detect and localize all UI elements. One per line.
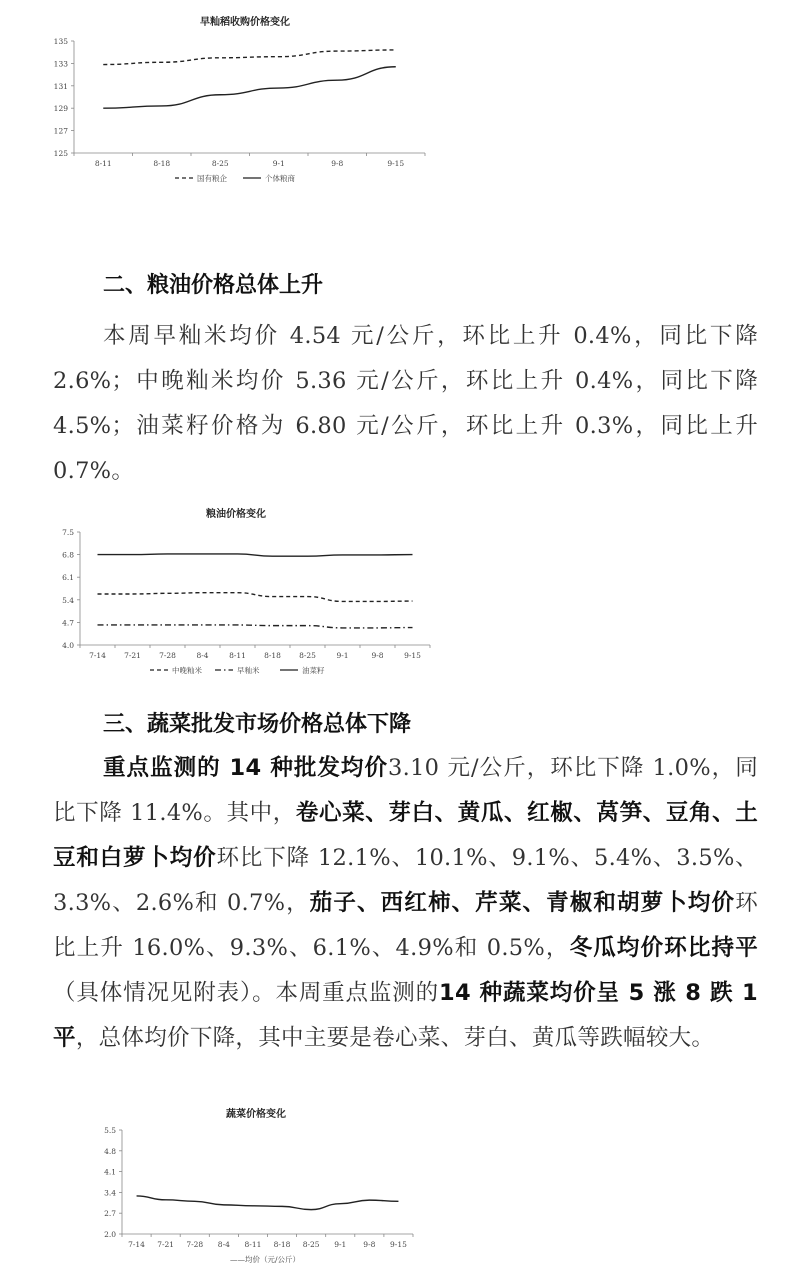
x-tick-label: 7-21 <box>157 1240 175 1249</box>
series-line <box>137 1196 399 1210</box>
series-line <box>98 625 413 628</box>
chart-title: 早籼稻收购价格变化 <box>200 17 290 28</box>
y-tick-label: 2.0 <box>104 1230 116 1239</box>
chart-svg <box>40 500 440 680</box>
series-line <box>98 554 413 556</box>
y-tick-label: 4.8 <box>104 1146 116 1156</box>
x-tick-label: 8-4 <box>217 1240 230 1249</box>
x-tick-label: 7-14 <box>128 1240 145 1249</box>
y-tick-label: 6.8 <box>62 550 74 560</box>
x-tick-label: 8-18 <box>264 651 281 660</box>
text: 环比下降 12.1%、10.1%、9.1%、5.4%、3.5%、3.3%、2.6%和 0.7%， <box>53 845 758 916</box>
section2-paragraph: 本周早籼米均价 4.54 元/公斤，环比上升 0.4%，同比下降 2.6%；中晚籼米均价 5.36 元/公斤，环比上升 0.4%，同比下降 4.5%；油菜籽价格为 6.80 元/公斤，环比上升 0.3%，同比上升 0.7%。 <box>53 323 758 484</box>
y-tick-label: 131 <box>53 81 68 91</box>
text: ，总体均价下降，其中主要是卷心菜、芽白、黄瓜等跌幅较大。 <box>75 1025 715 1051</box>
x-tick-label: 9-15 <box>387 159 405 168</box>
y-tick-label: 4.0 <box>62 641 74 650</box>
text: （具体情况见附表）。本周重点监测的 <box>53 980 440 1006</box>
text: 3.10 元/公斤，环比下降 1.0%，同比下降 11.4%。其中， <box>53 755 758 826</box>
legend-label: ——均价（元/公斤） <box>230 1255 301 1264</box>
x-tick-label: 8-4 <box>196 651 209 660</box>
legend-label: 个体粮商 <box>265 174 295 183</box>
bold-text: 14 种蔬菜均价呈 5 涨 8 跌 1 平 <box>53 980 758 1051</box>
section3-paragraph <box>53 746 758 1061</box>
y-tick-label: 2.7 <box>104 1209 116 1219</box>
y-tick-label: 125 <box>53 149 68 158</box>
y-tick-label: 6.1 <box>62 573 74 583</box>
x-tick-label: 9-15 <box>390 1240 407 1249</box>
legend-label: 早籼米 <box>237 666 260 675</box>
x-tick-label: 9-8 <box>371 651 384 660</box>
legend-label: 中晚籼米 <box>172 666 202 675</box>
x-tick-label: 8-11 <box>229 651 246 660</box>
section2-heading: 二、粮油价格总体上升 <box>103 273 324 298</box>
x-tick-label: 7-28 <box>159 651 176 660</box>
y-tick-label: 4.1 <box>104 1167 116 1177</box>
x-tick-label: 8-18 <box>153 159 171 168</box>
x-tick-label: 7-28 <box>186 1240 204 1249</box>
x-tick-label: 9-1 <box>272 159 285 168</box>
x-tick-label: 7-21 <box>124 651 141 660</box>
grain-oil-price-chart <box>40 500 440 680</box>
series-line <box>103 67 396 108</box>
x-tick-label: 7-14 <box>89 651 106 660</box>
chart-title: 粮油价格变化 <box>206 509 266 520</box>
series-line <box>103 50 396 65</box>
x-tick-label: 9-1 <box>336 651 349 660</box>
bold-text: 卷心菜、芽白、黄瓜、红椒、莴笋、豆角、土豆和白萝卜均价 <box>53 800 758 871</box>
y-tick-label: 127 <box>53 126 68 136</box>
x-tick-label: 8-18 <box>273 1240 291 1249</box>
rice-purchase-price-chart <box>40 8 440 188</box>
x-tick-label: 8-11 <box>244 1240 262 1249</box>
chart-svg <box>40 8 440 188</box>
y-tick-label: 135 <box>53 37 68 46</box>
bold-text: 茄子、西红柿、芹菜、青椒和胡萝卜均价 <box>309 890 736 916</box>
x-tick-label: 9-1 <box>334 1240 347 1249</box>
section3-heading: 三、蔬菜批发市场价格总体下降 <box>103 712 412 737</box>
y-tick-label: 3.4 <box>104 1188 116 1198</box>
x-tick-label: 9-8 <box>331 159 344 168</box>
y-tick-label: 5.5 <box>104 1126 116 1135</box>
bold-text: 冬瓜均价环比持平 <box>569 935 758 961</box>
chart-svg <box>80 1100 440 1275</box>
bold-text: 重点监测的 14 种批发均价 <box>103 755 388 781</box>
y-tick-label: 5.4 <box>62 595 74 605</box>
legend-label: 国有粮企 <box>197 174 227 183</box>
x-tick-label: 9-8 <box>363 1240 376 1249</box>
chart-title: 蔬菜价格变化 <box>226 1109 286 1120</box>
y-tick-label: 7.5 <box>62 528 74 537</box>
y-tick-label: 129 <box>53 104 68 114</box>
x-tick-label: 9-15 <box>404 651 421 660</box>
series-line <box>98 593 413 602</box>
x-tick-label: 8-25 <box>211 159 229 168</box>
y-tick-label: 133 <box>53 59 68 69</box>
x-tick-label: 8-11 <box>94 159 112 168</box>
text: 环比上升 16.0%、9.3%、6.1%、4.9%和 0.5%， <box>53 890 758 961</box>
vegetable-price-chart <box>80 1100 440 1275</box>
x-tick-label: 8-25 <box>299 651 316 660</box>
y-tick-label: 4.7 <box>62 618 74 628</box>
x-tick-label: 8-25 <box>302 1240 320 1249</box>
legend-label: 油菜籽 <box>302 666 325 675</box>
